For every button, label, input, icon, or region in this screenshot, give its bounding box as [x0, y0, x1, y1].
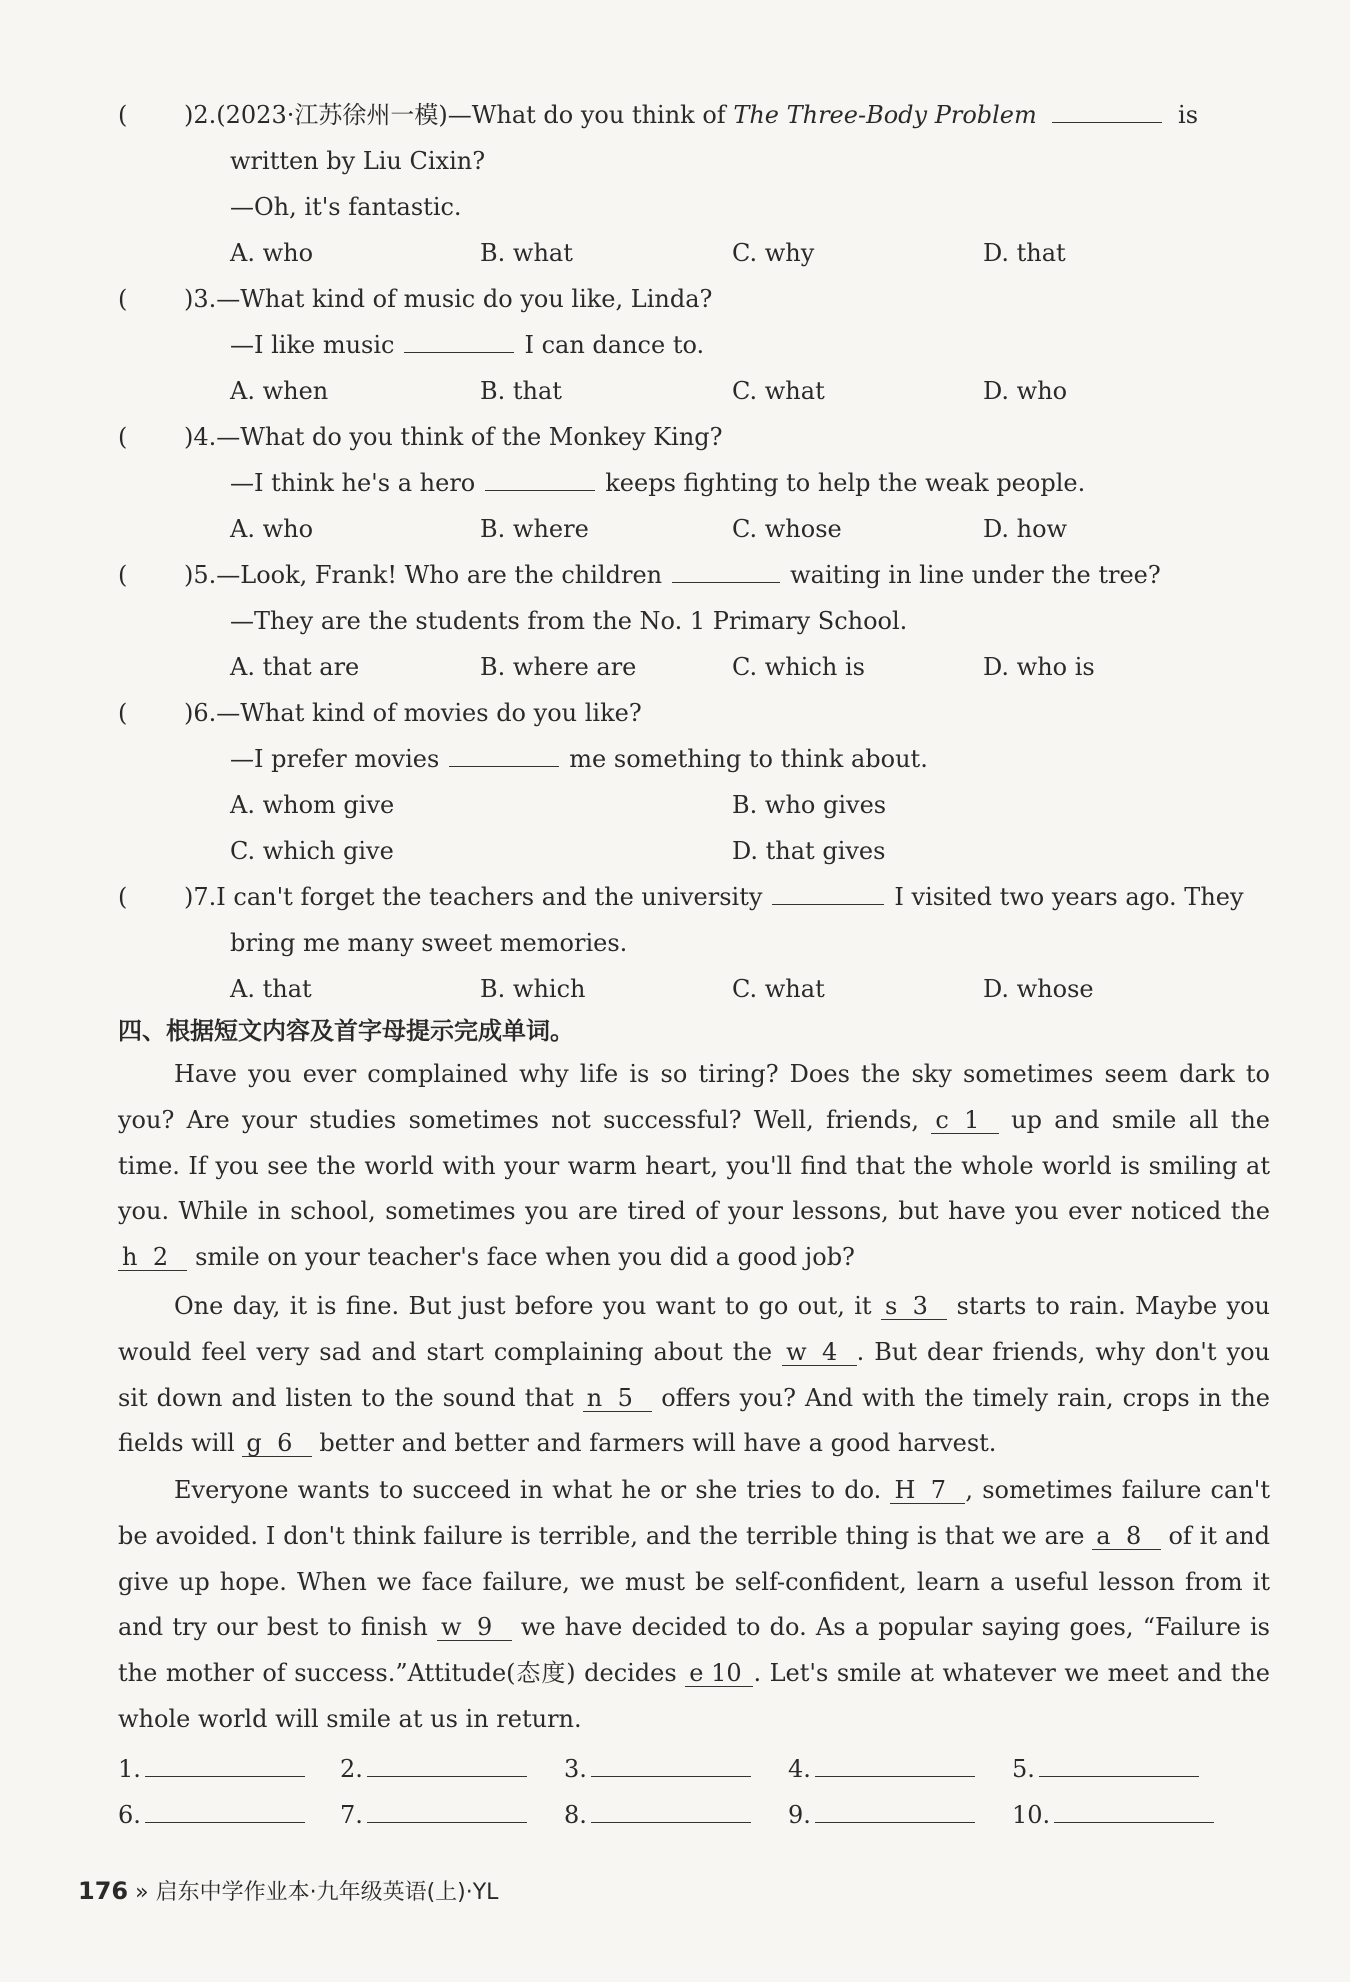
answer-line-6[interactable]: 6.: [118, 1800, 305, 1830]
question-stem: )4.—What do you think of the Monkey King?: [184, 423, 723, 451]
hint-blank-4[interactable]: w 4: [782, 1339, 857, 1366]
question-reply: —I think he's a hero keeps fighting to help the weak people.: [230, 469, 1086, 497]
question-reply: —I like music I can dance to.: [230, 331, 705, 359]
question-stem: )5.—Look, Frank! Who are the children waiting in line under the tree?: [184, 561, 1161, 589]
answer-paren[interactable]: (: [118, 423, 128, 451]
hint-blank-8[interactable]: a 8: [1092, 1523, 1160, 1550]
hint-blank-7[interactable]: H 7: [890, 1477, 965, 1504]
option-a[interactable]: A. that: [230, 975, 312, 1003]
option-b[interactable]: B. who gives: [732, 791, 887, 819]
page-footer: [78, 1876, 498, 1908]
option-d[interactable]: D. who is: [983, 653, 1095, 681]
fill-blank[interactable]: [449, 744, 559, 767]
option-b[interactable]: B. that: [480, 377, 562, 405]
hint-blank-5[interactable]: n 5: [583, 1385, 652, 1412]
hint-blank-1[interactable]: c 1: [931, 1107, 998, 1134]
hint-blank-3[interactable]: s 3: [881, 1293, 947, 1320]
fill-blank[interactable]: [672, 560, 780, 583]
option-d[interactable]: D. whose: [983, 975, 1094, 1003]
option-d[interactable]: D. who: [983, 377, 1068, 405]
question-stem-line2: bring me many sweet memories.: [230, 929, 628, 957]
page-number: 176: [78, 1877, 129, 1905]
question-stem: )2.(2023·江苏徐州一模)—What do you think of The Three-Body Problem is: [184, 101, 1199, 129]
answer-paren[interactable]: (: [118, 561, 128, 589]
option-c[interactable]: C. what: [732, 975, 825, 1003]
answer-line-2[interactable]: 2.: [340, 1754, 527, 1784]
option-d[interactable]: D. that gives: [732, 837, 886, 865]
hint-blank-10[interactable]: e 10: [685, 1660, 753, 1687]
question-reply: —I prefer movies me something to think about.: [230, 745, 928, 773]
fill-blank[interactable]: [404, 330, 514, 353]
question-stem: )3.—What kind of music do you like, Linda?: [184, 285, 713, 313]
question-reply: —They are the students from the No. 1 Primary School.: [230, 607, 908, 635]
fill-blank[interactable]: [1052, 100, 1162, 123]
option-b[interactable]: B. where are: [480, 653, 637, 681]
answer-paren[interactable]: (: [118, 101, 128, 129]
answer-paren[interactable]: (: [118, 699, 128, 727]
option-b[interactable]: B. where: [480, 515, 589, 543]
option-c[interactable]: C. which is: [732, 653, 865, 681]
double-chevron-icon: »: [135, 1880, 149, 1905]
question-stem-line2: written by Liu Cixin?: [230, 147, 486, 175]
section-title: 四、根据短文内容及首字母提示完成单词。: [118, 1017, 574, 1045]
option-d[interactable]: D. that: [983, 239, 1066, 267]
answer-line-7[interactable]: 7.: [340, 1800, 527, 1830]
answer-line-3[interactable]: 3.: [564, 1754, 751, 1784]
question-stem: )7.I can't forget the teachers and the university I visited two years ago. They: [184, 883, 1244, 911]
option-c[interactable]: C. whose: [732, 515, 842, 543]
passage-paragraph-3: Everyone wants to succeed in what he or she tries to do. H 7 , sometimes failure can't be avoided. I don't think failure is terrible, and the terrible thing is that we are a 8 of it and give up hope. When we face failure, we must be self-confident, learn a useful lesson from it and try our best to finish w 9 we have decided to do. As a popular saying goes, “Failure is the mother of success.”Attitude(态度) decides e 10 . Let's smile at whatever we meet and the whole world will smile at us in return.: [118, 1476, 1271, 1733]
option-a[interactable]: A. who: [230, 515, 314, 543]
question-stem: )6.—What kind of movies do you like?: [184, 699, 642, 727]
answer-line-5[interactable]: 5.: [1012, 1754, 1199, 1784]
answer-line-9[interactable]: 9.: [788, 1800, 975, 1830]
answer-paren[interactable]: (: [118, 285, 128, 313]
answer-line-10[interactable]: 10.: [1012, 1800, 1214, 1830]
answer-line-4[interactable]: 4.: [788, 1754, 975, 1784]
hint-blank-6[interactable]: g 6: [242, 1430, 311, 1457]
fill-blank[interactable]: [485, 468, 595, 491]
question-reply: —Oh, it's fantastic.: [230, 193, 462, 221]
passage-paragraph-1: Have you ever complained why life is so tiring? Does the sky sometimes seem dark to you? Are your studies sometimes not successful? Well, friends, c 1 up and smile all the time. If you see the world with your warm heart, you'll find that the whole world is smiling at you. While in school, sometimes you are tired of your lessons, but have you ever noticed the h 2 smile on your teacher's face when you did a good job?: [118, 1060, 1270, 1272]
fill-blank[interactable]: [772, 882, 884, 905]
hint-blank-9[interactable]: w 9: [437, 1614, 512, 1641]
hint-blank-2[interactable]: h 2: [118, 1244, 187, 1271]
option-c[interactable]: C. which give: [230, 837, 394, 865]
option-a[interactable]: A. that are: [230, 653, 360, 681]
option-d[interactable]: D. how: [983, 515, 1068, 543]
answer-line-1[interactable]: 1.: [118, 1754, 305, 1784]
option-a[interactable]: A. whom give: [230, 791, 395, 819]
option-a[interactable]: A. when: [230, 377, 329, 405]
passage-paragraph-2: One day, it is fine. But just before you want to go out, it s 3 starts to rain. Maybe you would feel very sad and start complaining about the w 4 . But dear friends, why don't you sit down and listen to the sound that n 5 offers you? And with the timely rain, crops in the fields will g 6 better and better and farmers will have a good harvest.: [118, 1292, 1271, 1458]
book-title: 启东中学作业本·九年级英语(上)·YL: [155, 1880, 499, 1905]
option-c[interactable]: C. why: [732, 239, 815, 267]
option-a[interactable]: A. who: [230, 239, 314, 267]
option-c[interactable]: C. what: [732, 377, 825, 405]
answer-paren[interactable]: (: [118, 883, 128, 911]
option-b[interactable]: B. which: [480, 975, 586, 1003]
option-b[interactable]: B. what: [480, 239, 573, 267]
answer-line-8[interactable]: 8.: [564, 1800, 751, 1830]
